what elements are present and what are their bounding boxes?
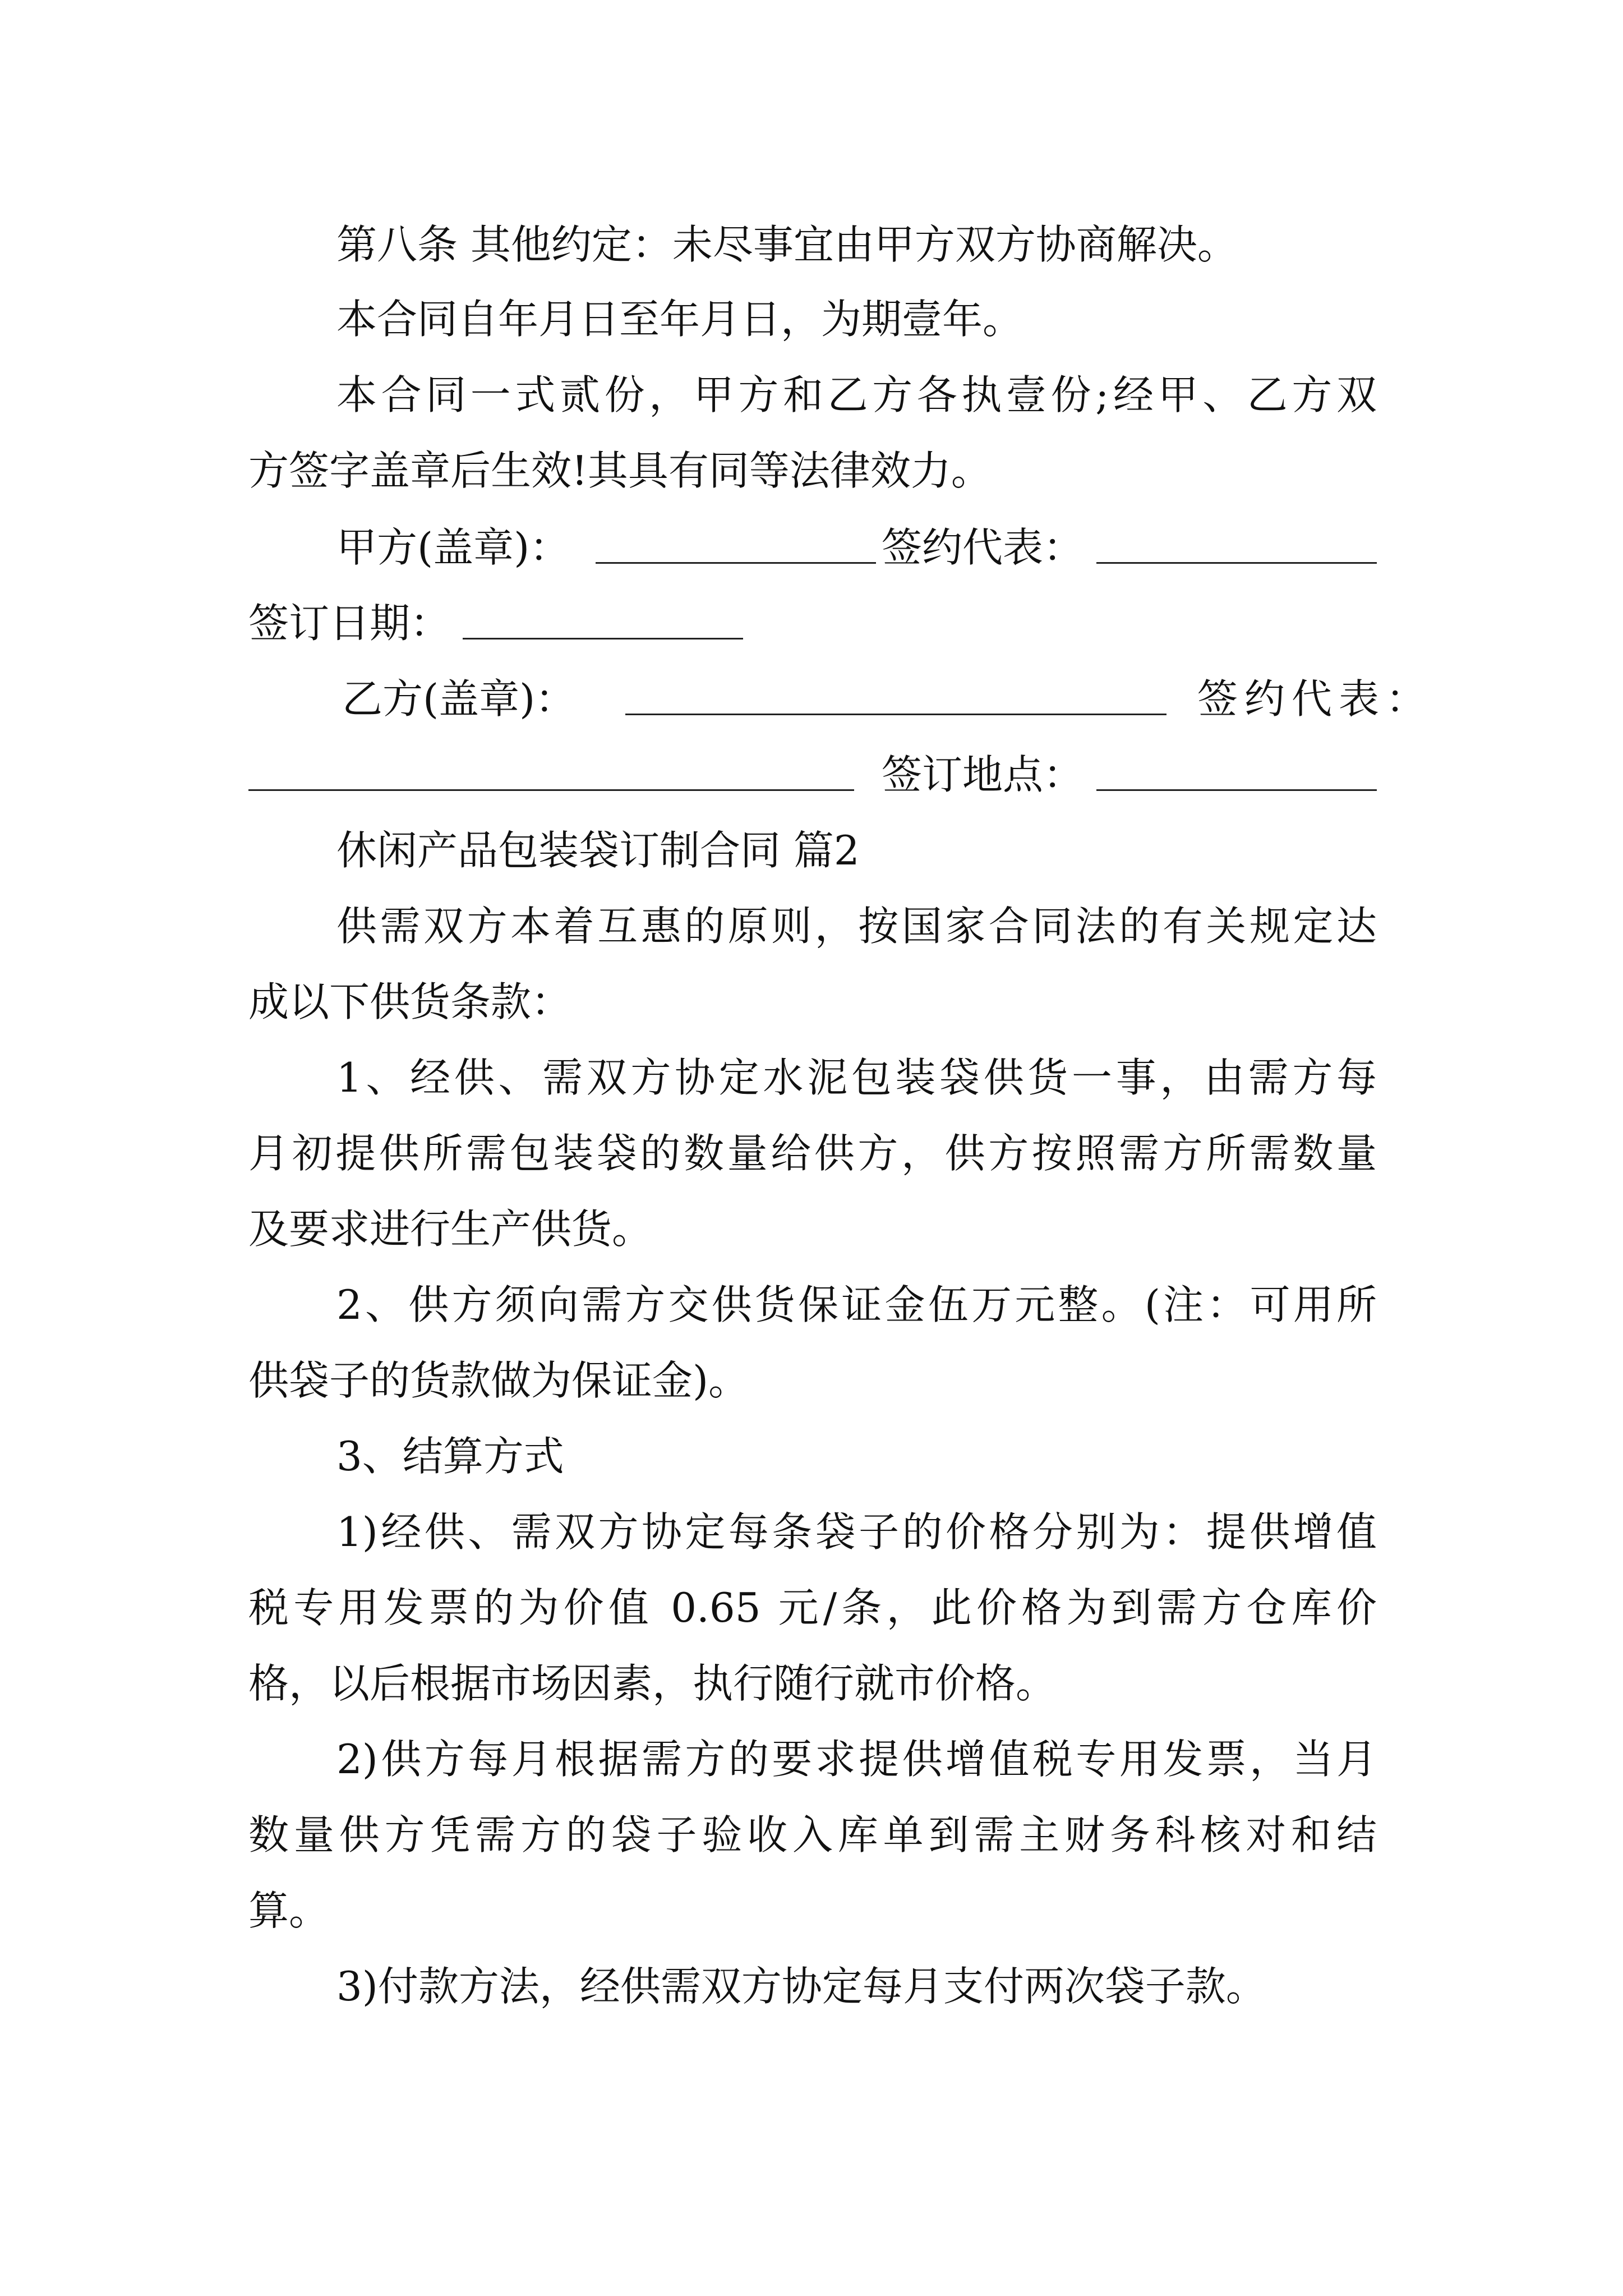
item-1-line-1: 1、经供、需双方协定水泥包装袋供货一事，由需方每 bbox=[336, 1054, 1377, 1101]
party-a-label: 甲方(盖章)： bbox=[336, 524, 570, 571]
item-3-1-line-2: 税专用发票的为价值 0.65 元/条，此价格为到需方仓库价 bbox=[248, 1584, 1377, 1631]
item-3-2-line-3: 算。 bbox=[248, 1887, 330, 1934]
party-a-rep-blank bbox=[1096, 527, 1377, 564]
item-2-line-2: 供袋子的货款做为保证金)。 bbox=[248, 1357, 749, 1404]
item-2-line-1: 2、供方须向需方交供货保证金伍万元整。(注：可用所 bbox=[336, 1281, 1377, 1328]
section-2-title: 休闲产品包装袋订制合同 篇2 bbox=[336, 827, 860, 874]
sign-place-label: 签订地点： bbox=[882, 751, 1084, 798]
item-3-1-line-1: 1)经供、需双方协定每条袋子的价格分别为：提供增值 bbox=[336, 1508, 1377, 1556]
party-a-seal-blank bbox=[596, 527, 876, 564]
party-a-rep-label: 签约代表： bbox=[882, 524, 1084, 571]
party-b-rep-blank bbox=[248, 754, 854, 791]
party-b-rep-label: 签约代表： bbox=[1197, 675, 1433, 723]
sign-date-label: 签订日期： bbox=[248, 600, 451, 647]
article-8: 第八条 其他约定：未尽事宜由甲方双方协商解决。 bbox=[336, 221, 1238, 268]
intro-line-2: 成以下供货条款： bbox=[248, 978, 572, 1025]
copies-line-2: 方签字盖章后生效!其具有同等法律效力。 bbox=[248, 447, 992, 494]
item-1-line-3: 及要求进行生产供货。 bbox=[248, 1205, 653, 1253]
intro-line-1: 供需双方本着互惠的原则，按国家合同法的有关规定达 bbox=[336, 903, 1377, 950]
copies-line-1: 本合同一式贰份，甲方和乙方各执壹份;经甲、乙方双 bbox=[336, 371, 1377, 418]
item-1-line-2: 月初提供所需包装袋的数量给供方，供方按照需方所需数量 bbox=[248, 1130, 1377, 1177]
party-b-label: 乙方(盖章)： bbox=[342, 675, 576, 723]
sign-place-blank bbox=[1096, 754, 1377, 791]
sign-date-blank bbox=[463, 603, 743, 639]
item-3-2-line-2: 数量供方凭需方的袋子验收入库单到需主财务科核对和结 bbox=[248, 1811, 1377, 1858]
item-3-1-line-3: 格，以后根据市场因素，执行随行就市价格。 bbox=[248, 1660, 1057, 1707]
item-3-heading: 3、结算方式 bbox=[336, 1433, 564, 1480]
item-3-3: 3)付款方法，经供需双方协定每月支付两次袋子款。 bbox=[336, 1963, 1266, 2010]
party-b-seal-blank bbox=[625, 679, 1166, 715]
item-3-2-line-1: 2)供方每月根据需方的要求提供增值税专用发票，当月 bbox=[336, 1736, 1377, 1783]
contract-term: 本合同自年月日至年月日，为期壹年。 bbox=[336, 296, 1023, 343]
